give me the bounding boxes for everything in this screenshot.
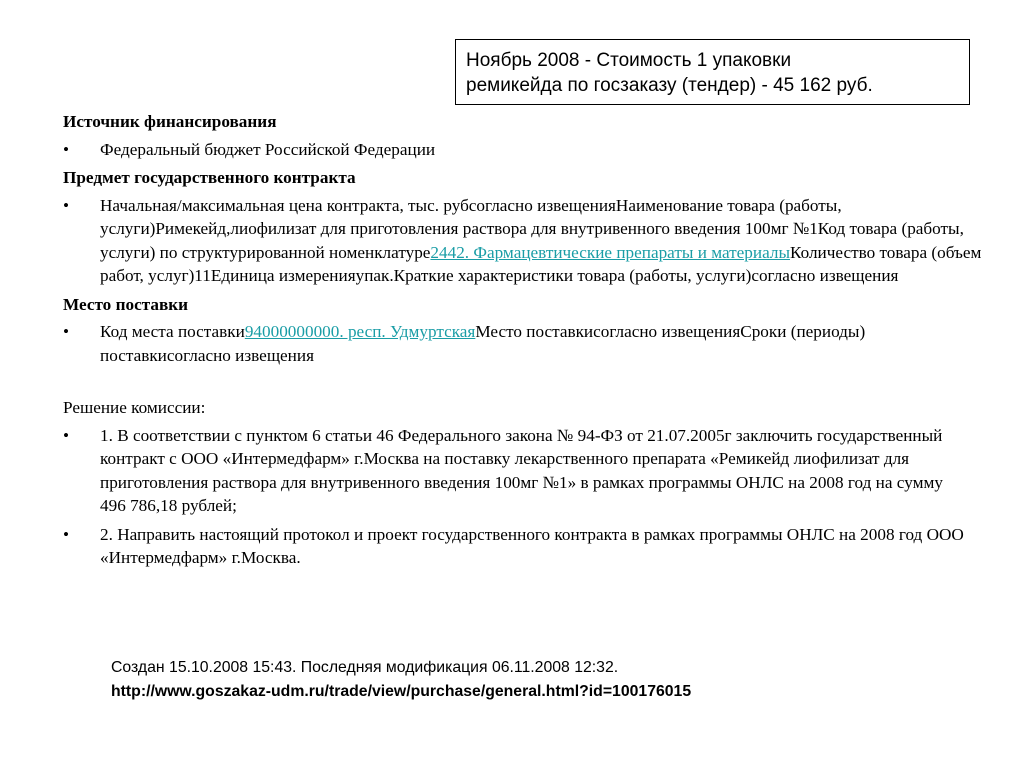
- price-callout-box: [455, 39, 970, 105]
- contract-heading: Предмет государственного контракта: [63, 168, 356, 187]
- contract-item-text: Начальная/максимальная цена контракта, тыс. рубсогласно извещенияНаименование товара (работы, услуги)Римекейд,лиофилизат для приготовления раствора для внутривенного введения 100мг №1Код товара (работы, услуги) по структурированной номенклатуре: [100, 195, 964, 262]
- delivery-heading: Место поставки: [63, 294, 189, 314]
- delivery-item: [63, 320, 983, 367]
- decision-item-1-amount: 496 786,18 рублей;: [100, 496, 237, 515]
- decision-heading: Решение комиссии:: [63, 398, 206, 417]
- callout-line-2: ремикейда по госзаказу (тендер) - 45 162 руб.: [466, 75, 873, 96]
- created-modified-text: Создан 15.10.2008 15:43. Последняя модификация 06.11.2008 12:32.: [111, 659, 619, 676]
- document-body: [63, 110, 983, 575]
- contract-item: [63, 194, 983, 288]
- source-url[interactable]: http://www.goszakaz-udm.ru/trade/view/purchase/general.html?id=100176015: [111, 683, 692, 700]
- bullet-marker: •: [63, 524, 70, 544]
- bullet-marker: •: [63, 425, 70, 445]
- decision-item-1: [63, 424, 983, 518]
- bullet-marker: •: [63, 195, 70, 215]
- bullet-marker: •: [63, 139, 70, 159]
- funding-item: [63, 138, 983, 162]
- delivery-place-link[interactable]: 94000000000. респ. Удмуртская: [244, 322, 476, 341]
- bullet-marker: •: [63, 322, 70, 341]
- delivery-item-text: Код места поставки: [100, 322, 245, 341]
- section-spacer: [63, 372, 983, 396]
- callout-line-1: Ноябрь 2008 - Стоимость 1 упаковки: [466, 50, 792, 71]
- source-footer: [111, 656, 691, 704]
- decision-item-2: [63, 523, 983, 570]
- delivery-item-tail: Место поставкисогласно извещенияСроки (периоды) поставкисогласно извещения: [100, 322, 866, 365]
- funding-heading: Источник финансирования: [63, 112, 277, 131]
- decision-item-1-text: 1. В соответствии с пунктом 6 статьи 46 Федерального закона № 94-ФЗ от 21.07.2005г заключить государственный контракт с ООО «Интермедфарм» г.Москва на поставку лекарственного препарата «Ремикейд лиофилизат для приготовления раствора для внутривенного введения 100мг №1» в рамках программы ОНЛС на 2008 год на сумму: [100, 425, 943, 492]
- contract-item-tail: Количество товара (объем работ, услуг)11Единица измеренияупак.Краткие характеристики товара (работы, услуги)согласно извещения: [100, 242, 982, 285]
- decision-item-2-text: 2. Направить настоящий протокол и проект государственного контракта в рамках программы ОНЛС на 2008 год ООО «Интермедфарм» г.Москва.: [100, 524, 964, 567]
- funding-item-text: Федеральный бюджет Российской Федерации: [100, 139, 436, 159]
- nomenclature-link[interactable]: 2442. Фармацевтические препараты и материалы: [430, 242, 790, 262]
